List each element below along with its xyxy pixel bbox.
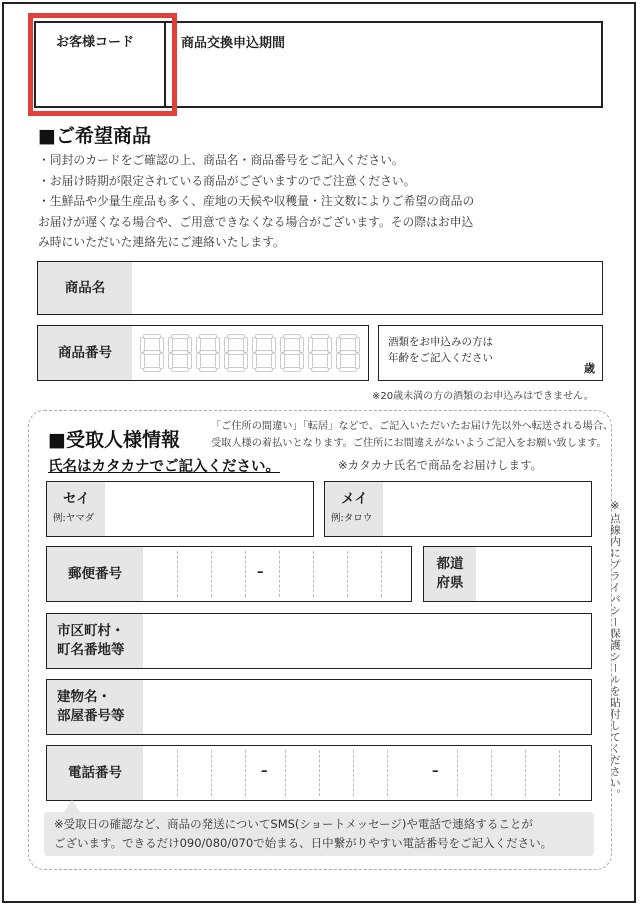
digit-divider — [279, 551, 280, 597]
digit-divider — [319, 750, 320, 796]
callout-pointer — [64, 800, 80, 812]
sei-label: セイ — [63, 491, 90, 507]
contact-note-line2: ございます。できるだけ090/080/070で始まる、日中繋がりやすい電話番号をご記入ください。 — [54, 836, 553, 850]
digit-divider — [457, 750, 458, 796]
digit-guide-8 — [336, 334, 358, 370]
application-period-label: 商品交換申込期間 — [181, 36, 286, 51]
digit-divider — [387, 750, 388, 796]
building-label-line1: 建物名・ — [57, 689, 111, 705]
digit-divider — [177, 551, 178, 597]
note-line: み時にいただいた連絡先にご連絡いたします。 — [38, 235, 285, 249]
mei-field[interactable] — [324, 481, 592, 537]
phone-field[interactable] — [46, 745, 592, 801]
digit-divider — [353, 750, 354, 796]
sei-example: 例:ヤマダ — [53, 513, 95, 524]
note-line: お届けが遅くなる場合や、ご用意できなくなる場合がございます。その際はお申込 — [38, 214, 474, 229]
mei-label: メイ — [341, 491, 368, 507]
age-instruction-line2: 年齢をご記入ください — [388, 352, 493, 364]
desired-product-notes — [38, 150, 608, 253]
phone-dash-2: – — [432, 764, 439, 779]
digit-divider — [245, 551, 246, 597]
product-number-field[interactable] — [37, 325, 369, 381]
note-line: ・お届け時期が限定されている商品がございますのでご注意ください。 — [38, 173, 416, 188]
building-label — [47, 680, 143, 734]
contact-note-line1: ※受取日の確認など、商品の発送についてSMS(ショートメッセージ)や電話で連絡することが — [54, 817, 533, 831]
city-address-field[interactable] — [46, 613, 592, 669]
mei-example: 例:タロウ — [331, 513, 373, 524]
phone-dash-1: – — [261, 764, 268, 779]
highlight-frame — [28, 13, 177, 116]
age-unit: 歳 — [584, 362, 595, 375]
digit-divider — [491, 750, 492, 796]
age-instruction-line1: 酒類をお申込みの方は — [388, 336, 493, 348]
prefecture-field[interactable] — [423, 546, 592, 602]
product-number-label: 商品番号 — [38, 326, 132, 380]
digit-guide-5 — [252, 334, 274, 370]
product-name-label: 商品名 — [38, 262, 132, 314]
digit-guide-4 — [224, 334, 246, 370]
recipient-note-line2: 受取人様の着払いとなります。ご住所にお間違えがないようご記入をお願い致します。 — [211, 438, 607, 449]
contact-note — [44, 812, 594, 856]
digit-divider — [211, 551, 212, 597]
digit-divider — [285, 750, 286, 796]
prefecture-label — [424, 547, 476, 601]
digit-divider — [381, 551, 382, 597]
note-line: ・生鮮品や少量生産品も多く、産地の天候や収穫量・注文数によりご希望の商品の — [38, 194, 475, 208]
age-instruction — [388, 334, 493, 366]
customer-code-label: お客様コード — [56, 35, 135, 50]
city-address-label-line1: 市区町村・ — [57, 623, 125, 639]
building-label-line2: 部屋番号等 — [57, 708, 125, 724]
digit-divider — [559, 750, 560, 796]
digit-guide-2 — [168, 334, 190, 370]
digit-divider — [211, 750, 212, 796]
alcohol-note: ※20歳未満の方の酒類のお申込みはできません。 — [372, 391, 594, 402]
recipient-heading: ■受取人様情報 — [48, 429, 180, 451]
digit-guide-6 — [280, 334, 302, 370]
sei-field[interactable] — [46, 481, 314, 537]
building-field[interactable] — [46, 679, 592, 735]
prefecture-label-line1: 都道 — [436, 556, 464, 572]
postal-code-field[interactable] — [46, 546, 412, 602]
recipient-note-line1: 「ご住所の間違い」「転居」などで、ご記入いただいたお届け先以外へ転送される場合、 — [211, 421, 614, 432]
sei-label-block — [47, 482, 105, 536]
product-name-field[interactable] — [37, 261, 603, 315]
digit-guide-7 — [308, 334, 330, 370]
digit-divider — [177, 750, 178, 796]
digit-divider — [245, 750, 246, 796]
privacy-seal-side-note: ※点線内にプライバシー保護シールを貼付してください。 — [609, 500, 621, 801]
prefecture-label-line2: 府県 — [436, 575, 464, 591]
digit-guide-1 — [140, 334, 162, 370]
mei-label-block — [325, 482, 383, 536]
city-address-label-line2: 町名番地等 — [57, 642, 125, 658]
note-line: ・同封のカードをご確認の上、商品名・商品番号をご記入ください。 — [38, 153, 404, 167]
recipient-note — [211, 418, 613, 452]
city-address-label — [47, 614, 143, 668]
katakana-note: ※カタカナ氏名で商品をお届けします。 — [338, 458, 543, 472]
phone-label: 電話番号 — [47, 746, 143, 800]
digit-divider — [525, 750, 526, 796]
katakana-title: 氏名はカタカナでご記入ください。 — [48, 459, 280, 475]
desired-product-heading: ■ご希望商品 — [38, 125, 151, 147]
digit-divider — [313, 551, 314, 597]
digit-guide-3 — [196, 334, 218, 370]
digit-divider — [347, 551, 348, 597]
postal-code-label: 郵便番号 — [47, 547, 143, 601]
postal-dash: – — [257, 565, 264, 580]
